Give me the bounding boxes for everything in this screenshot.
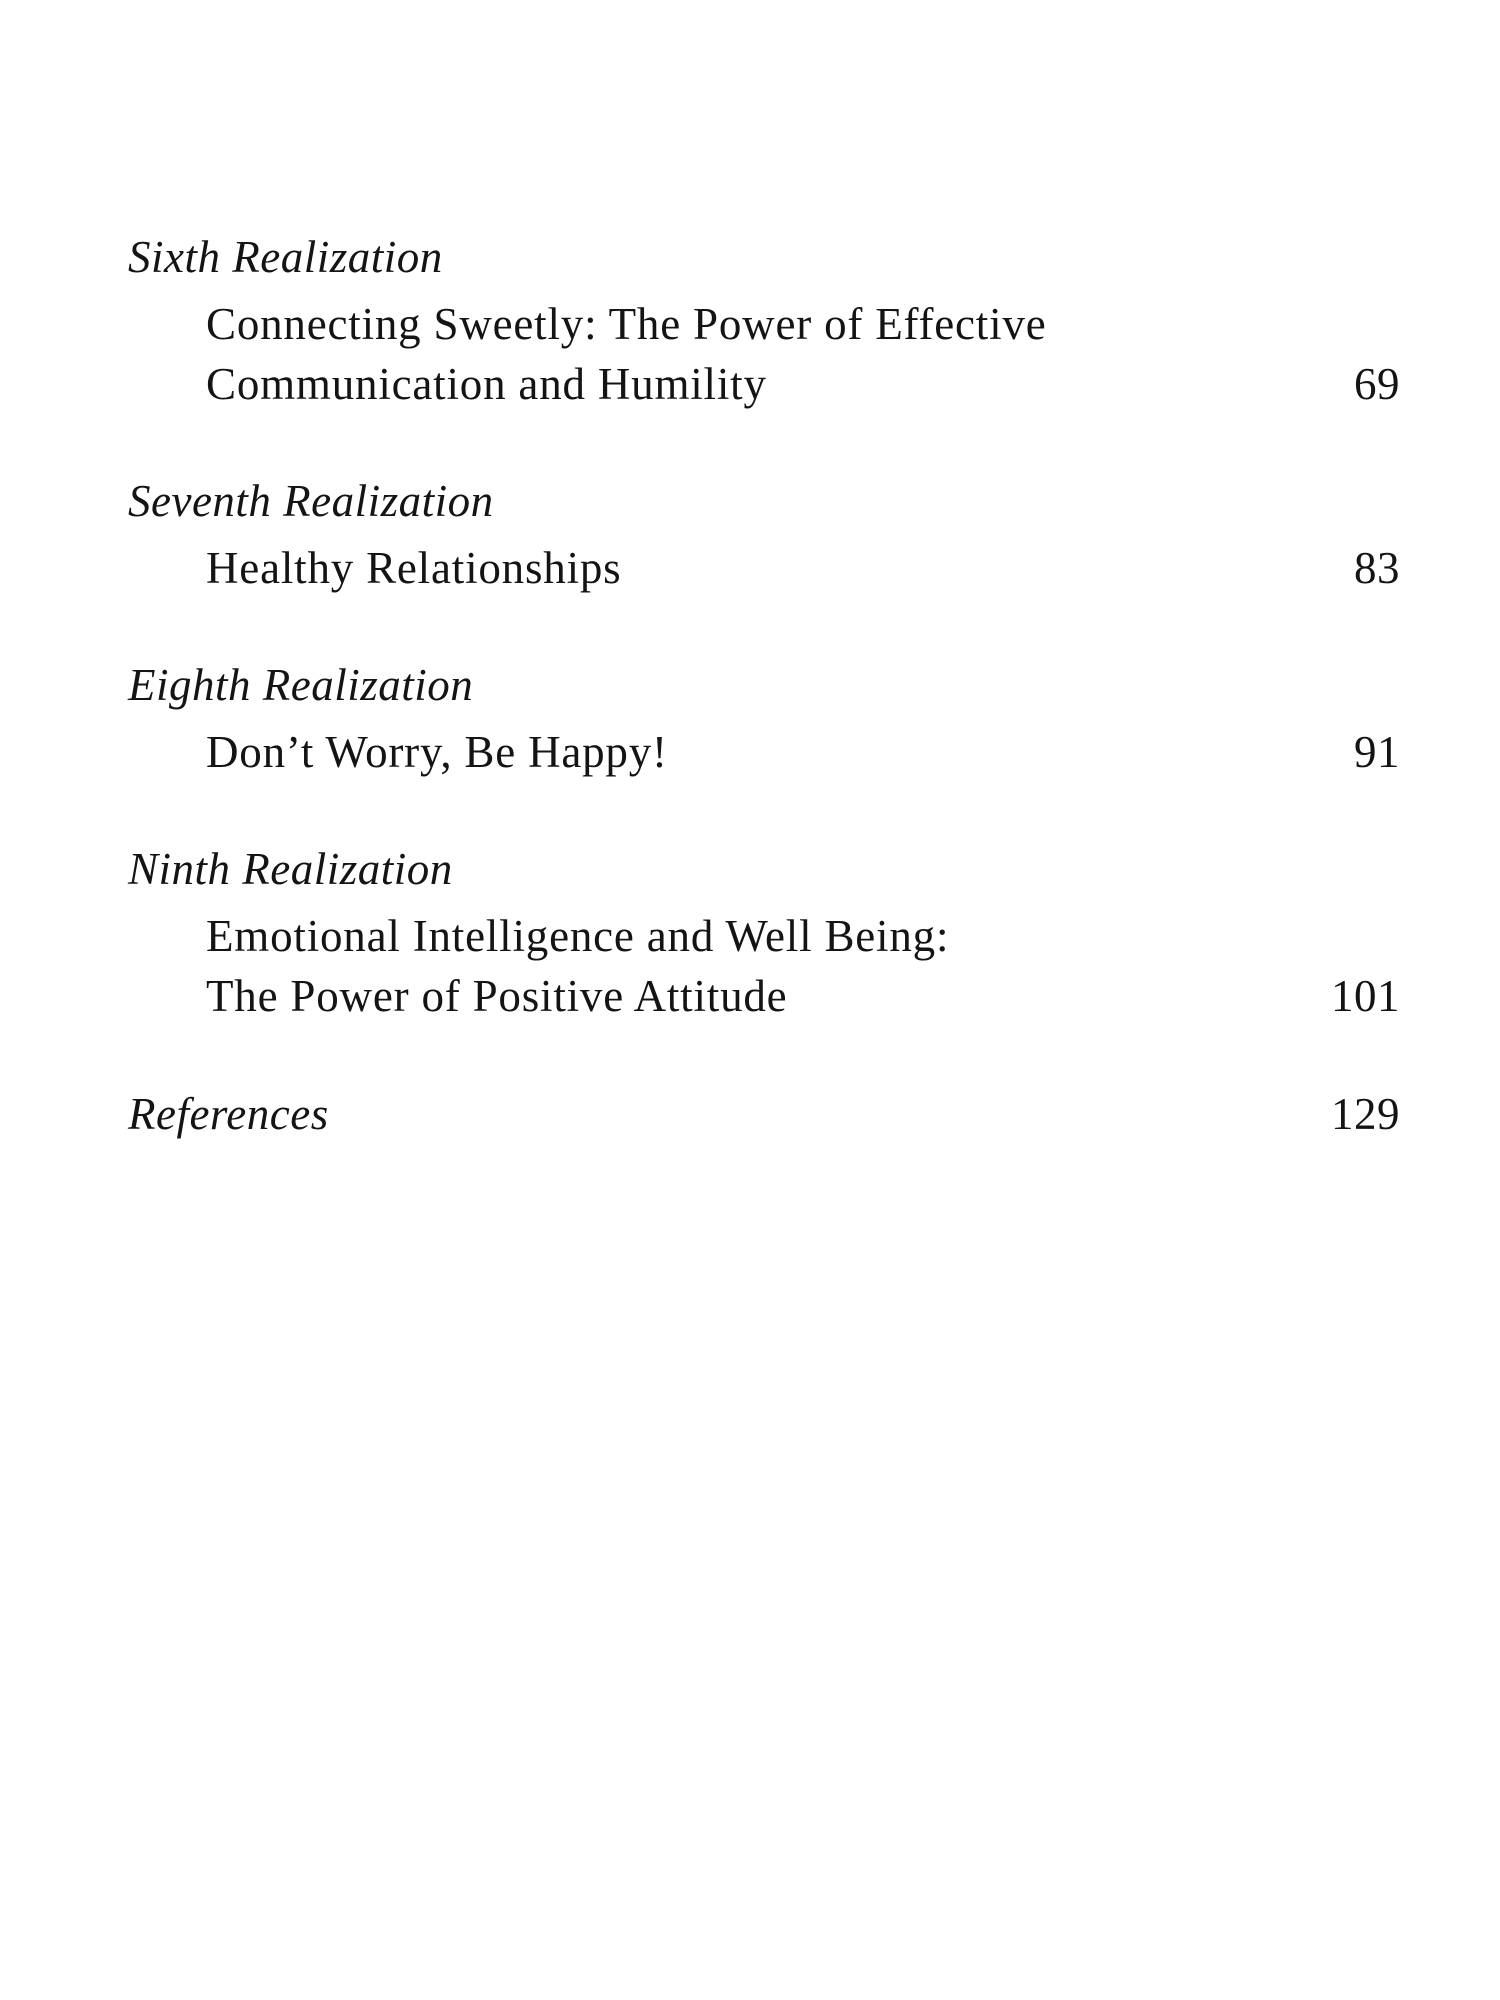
chapter-title-line: Don’t Worry, Be Happy! — [206, 727, 668, 777]
chapter-title-line: Healthy Relationships — [206, 543, 622, 593]
chapter-title — [206, 294, 1400, 414]
page-number: 91 — [1354, 727, 1400, 777]
toc-entry-seventh — [128, 472, 1400, 598]
chapter-title — [206, 538, 1400, 598]
page-number: 129 — [1331, 1089, 1400, 1139]
page-number: 83 — [1354, 543, 1400, 593]
chapter-title-line: Emotional Intelligence and Well Being: — [206, 911, 950, 961]
section-heading: Sixth Realization — [128, 232, 443, 282]
toc-entry-sixth — [128, 228, 1400, 414]
section-heading: Ninth Realization — [128, 844, 453, 894]
chapter-title-line: Connecting Sweetly: The Power of Effective — [206, 299, 1047, 349]
references-heading: References — [128, 1089, 329, 1139]
toc-entry-ninth — [128, 840, 1400, 1026]
table-of-contents — [128, 228, 1400, 1144]
chapter-title — [206, 906, 1400, 1026]
toc-entry-eighth — [128, 656, 1400, 782]
chapter-title-line: The Power of Positive Attitude — [206, 971, 788, 1021]
section-heading: Eighth Realization — [128, 660, 474, 710]
chapter-title — [206, 722, 1400, 782]
page-number: 69 — [1354, 359, 1400, 409]
toc-entry-references — [128, 1084, 1400, 1144]
chapter-title-line: Communication and Humility — [206, 359, 767, 409]
page-number: 101 — [1331, 971, 1400, 1021]
section-heading: Seventh Realization — [128, 476, 494, 526]
